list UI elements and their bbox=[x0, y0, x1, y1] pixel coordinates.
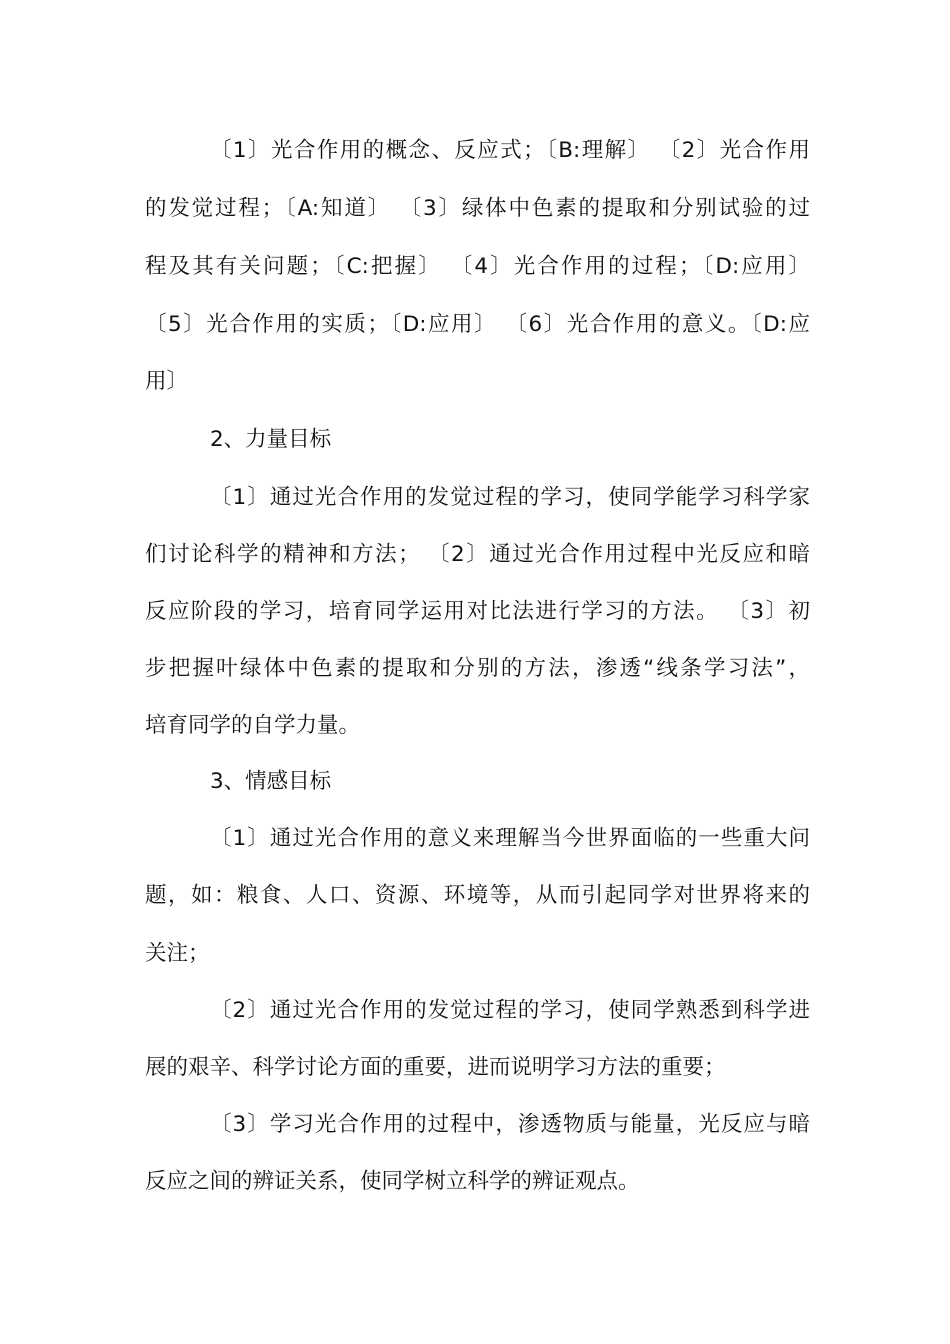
paragraph-line: 关注； bbox=[145, 941, 210, 966]
paragraph-line: 培育同学的自学力量。 bbox=[145, 713, 361, 738]
paragraph-line: 展的艰辛、科学讨论方面的重要，进而说明学习方法的重要； bbox=[145, 1055, 726, 1080]
paragraph-line: 〔2〕通过光合作用的发觉过程的学习，使同学熟悉到科学进 bbox=[210, 998, 810, 1023]
section-heading: 3、情感目标 bbox=[210, 769, 332, 794]
paragraph-line: 步把握叶绿体中色素的提取和分别的方法，渗透“线条学习法”， bbox=[145, 656, 810, 681]
paragraph-line: 〔1〕通过光合作用的意义来理解当今世界面临的一些重大问 bbox=[210, 826, 810, 851]
section-heading: 2、力量目标 bbox=[210, 427, 332, 452]
paragraph-line: 〔1〕通过光合作用的发觉过程的学习，使同学能学习科学家 bbox=[210, 485, 810, 510]
paragraph-line: 用〕 bbox=[145, 369, 189, 394]
paragraph-line: 题，如：粮食、人口、资源、环境等，从而引起同学对世界将来的 bbox=[145, 883, 810, 908]
paragraph-line: 反应阶段的学习，培育同学运用对比法进行学习的方法。 〔3〕初 bbox=[145, 599, 810, 624]
paragraph-line: 反应之间的辨证关系，使同学树立科学的辨证观点。 bbox=[145, 1169, 640, 1194]
paragraph-line: 〔5〕光合作用的实质；〔D:应用〕 〔6〕光合作用的意义。〔D:应 bbox=[145, 312, 810, 337]
paragraph-line: 〔3〕学习光合作用的过程中，渗透物质与能量，光反应与暗 bbox=[210, 1112, 810, 1137]
paragraph-line: 们讨论科学的精神和方法； 〔2〕通过光合作用过程中光反应和暗 bbox=[145, 542, 810, 567]
paragraph-line: 程及其有关问题；〔C:把握〕 〔4〕光合作用的过程；〔D:应用〕 bbox=[145, 254, 810, 279]
paragraph-line: 的发觉过程；〔A:知道〕 〔3〕绿体中色素的提取和分别试验的过 bbox=[145, 196, 810, 221]
paragraph-line: 〔1〕光合作用的概念、反应式；〔B:理解〕 〔2〕光合作用 bbox=[210, 138, 810, 163]
